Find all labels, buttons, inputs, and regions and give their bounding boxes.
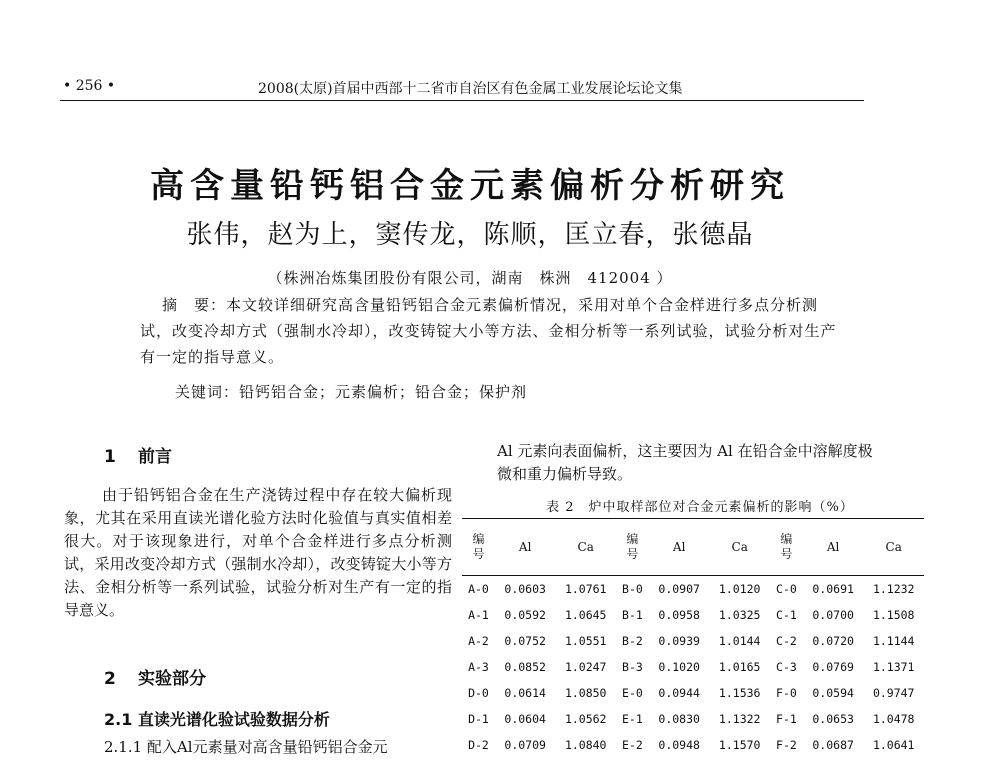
abstract-text: 本文较详细研究高含量铅钙铝合金元素偏析情况，采用对单个合金样进行多点分析测试，改变冷却方式（强制水冷却），改变铸锭大小等方法、金相分析等一系列试验，试验分析对生产有一定的指导意义。	[140, 296, 837, 366]
table-cell: 1.1508	[872, 608, 915, 622]
table-cell: 1.1570	[718, 738, 761, 752]
table-cell: 0.1020	[658, 660, 700, 674]
table-cell: 1.0562	[564, 712, 607, 726]
table-cell: C-2	[776, 634, 797, 648]
table-cell: A-2	[468, 634, 489, 648]
table-cell: 1.1536	[718, 686, 761, 700]
col-header-ca: Ca	[863, 519, 924, 576]
table-cell: F-0	[776, 686, 797, 700]
table-cell: 1.0840	[564, 738, 607, 752]
table-cell: 1.0144	[718, 634, 761, 648]
paper-title: 高含量铅钙铝合金元素偏析分析研究	[150, 166, 790, 206]
table-cell: 0.0604	[504, 712, 546, 726]
table-cell: E-0	[622, 686, 643, 700]
table-cell: 1.1232	[872, 582, 915, 596]
col-header-ca: Ca	[709, 519, 770, 576]
table-cell: 0.0592	[504, 608, 546, 622]
col-header-al: Al	[803, 519, 864, 576]
affiliation: （株洲冶炼集团股份有限公司，湖南 株洲 412004 ）	[267, 269, 673, 287]
col-header-id: 编号	[770, 519, 803, 576]
table-cell: A-0	[468, 582, 489, 596]
table-cell: 0.0594	[812, 686, 854, 700]
table-cell: 0.0700	[812, 608, 854, 622]
table-cell: 0.0907	[658, 582, 700, 596]
table-cell: A-1	[468, 608, 489, 622]
table-cell: D-0	[468, 686, 489, 700]
table-cell: D-2	[468, 738, 489, 752]
author-list: 张伟，赵为上，窦传龙，陈顺，匡立春，张德晶	[186, 220, 754, 250]
section-number: 1	[104, 447, 116, 467]
table-cell: 0.0691	[812, 582, 854, 596]
section-title: 前言	[138, 447, 172, 467]
table-caption: 表 2 炉中取样部位对合金元素偏析的影响（%）	[546, 500, 854, 515]
table-cell: 1.1144	[872, 634, 915, 648]
table-cell: C-3	[776, 660, 797, 674]
table-row	[462, 654, 924, 680]
table-cell: 0.0958	[658, 608, 700, 622]
table-header-row	[462, 519, 924, 576]
subsubsection-heading: 2.1.1 配入Al元素量对高含量铅钙铝合金元	[104, 738, 388, 756]
data-table	[462, 518, 924, 758]
table-cell: 1.0165	[718, 660, 761, 674]
header-rule	[60, 100, 864, 101]
table-row	[462, 680, 924, 706]
table-cell: 0.0830	[658, 712, 700, 726]
table-row	[462, 576, 924, 603]
table-cell: 1.0761	[564, 582, 607, 596]
col-header-al: Al	[495, 519, 556, 576]
table-row	[462, 706, 924, 732]
table-cell: 1.1322	[718, 712, 761, 726]
table-cell: 0.9747	[872, 686, 915, 700]
table-cell: 0.0709	[504, 738, 546, 752]
table-cell: 1.0641	[872, 738, 915, 752]
keywords-label: 关键词：	[175, 383, 240, 401]
right-column-paragraph: Al 元素向表面偏析，这主要因为 Al 在铅合金中溶解度极微和重力偏析导致。	[497, 442, 873, 483]
table-row	[462, 732, 924, 758]
table-cell: B-0	[622, 582, 643, 596]
section-heading-preface	[104, 442, 172, 467]
table-cell: 1.0478	[872, 712, 915, 726]
table-cell: B-2	[622, 634, 643, 648]
table-cell: D-1	[468, 712, 489, 726]
table-cell: 0.0939	[658, 634, 700, 648]
table-cell: 0.0720	[812, 634, 854, 648]
abstract	[140, 292, 840, 370]
table-cell: F-1	[776, 712, 797, 726]
table-cell: 1.0850	[564, 686, 607, 700]
section-title: 实验部分	[138, 669, 206, 689]
table-cell: C-1	[776, 608, 797, 622]
section-number: 2	[104, 669, 116, 689]
table-cell: 0.0603	[504, 582, 546, 596]
col-header-ca: Ca	[555, 519, 616, 576]
preface-paragraph	[64, 484, 452, 622]
table-row	[462, 602, 924, 628]
table-cell: 1.1371	[872, 660, 915, 674]
table-cell: 1.0247	[564, 660, 607, 674]
table-cell: A-3	[468, 660, 489, 674]
col-header-al: Al	[649, 519, 710, 576]
subsection-heading: 2.1 直读光谱化验试验数据分析	[104, 710, 330, 729]
table-cell: 0.0614	[504, 686, 546, 700]
table-cell: 1.0325	[718, 608, 761, 622]
table-cell: 0.0653	[812, 712, 854, 726]
table-cell: 0.0852	[504, 660, 546, 674]
table-cell: 1.0551	[564, 634, 607, 648]
table-cell: 0.0687	[812, 738, 854, 752]
section-heading-experiment	[104, 664, 206, 689]
page-number: • 256 •	[63, 78, 116, 94]
preface-text: 由于铅钙铝合金在生产浇铸过程中存在较大偏析现象，尤其在采用直读光谱化验方法时化验值与真实值相差很大。对于该现象进行，对单个合金样进行多点分析测试，采用改变冷却方式（强制水冷却），改变铸锭大小等方法、金相分析等一系列试验，试验分析对生产有一定的指导意义。	[64, 486, 452, 619]
table-cell: 0.0948	[658, 738, 700, 752]
table-cell: F-2	[776, 738, 797, 752]
table-cell: 0.0752	[504, 634, 546, 648]
table-cell: B-3	[622, 660, 643, 674]
table-cell: E-2	[622, 738, 643, 752]
table-cell: 1.0645	[564, 608, 607, 622]
running-header: 2008(太原)首届中西部十二省市自治区有色金属工业发展论坛论文集	[258, 81, 683, 97]
keywords-text: 铅钙铝合金；元素偏析；铅合金；保护剂	[239, 383, 528, 401]
keywords	[175, 381, 527, 402]
table-cell: C-0	[776, 582, 797, 596]
table-cell: E-1	[622, 712, 643, 726]
table-row	[462, 628, 924, 654]
col-header-id: 编号	[616, 519, 649, 576]
table-cell: B-1	[622, 608, 643, 622]
abstract-label: 摘 要：	[162, 296, 227, 314]
table-cell: 0.0769	[812, 660, 854, 674]
col-header-id: 编号	[462, 519, 495, 576]
table-cell: 1.0120	[718, 582, 761, 596]
table-cell: 0.0944	[658, 686, 700, 700]
